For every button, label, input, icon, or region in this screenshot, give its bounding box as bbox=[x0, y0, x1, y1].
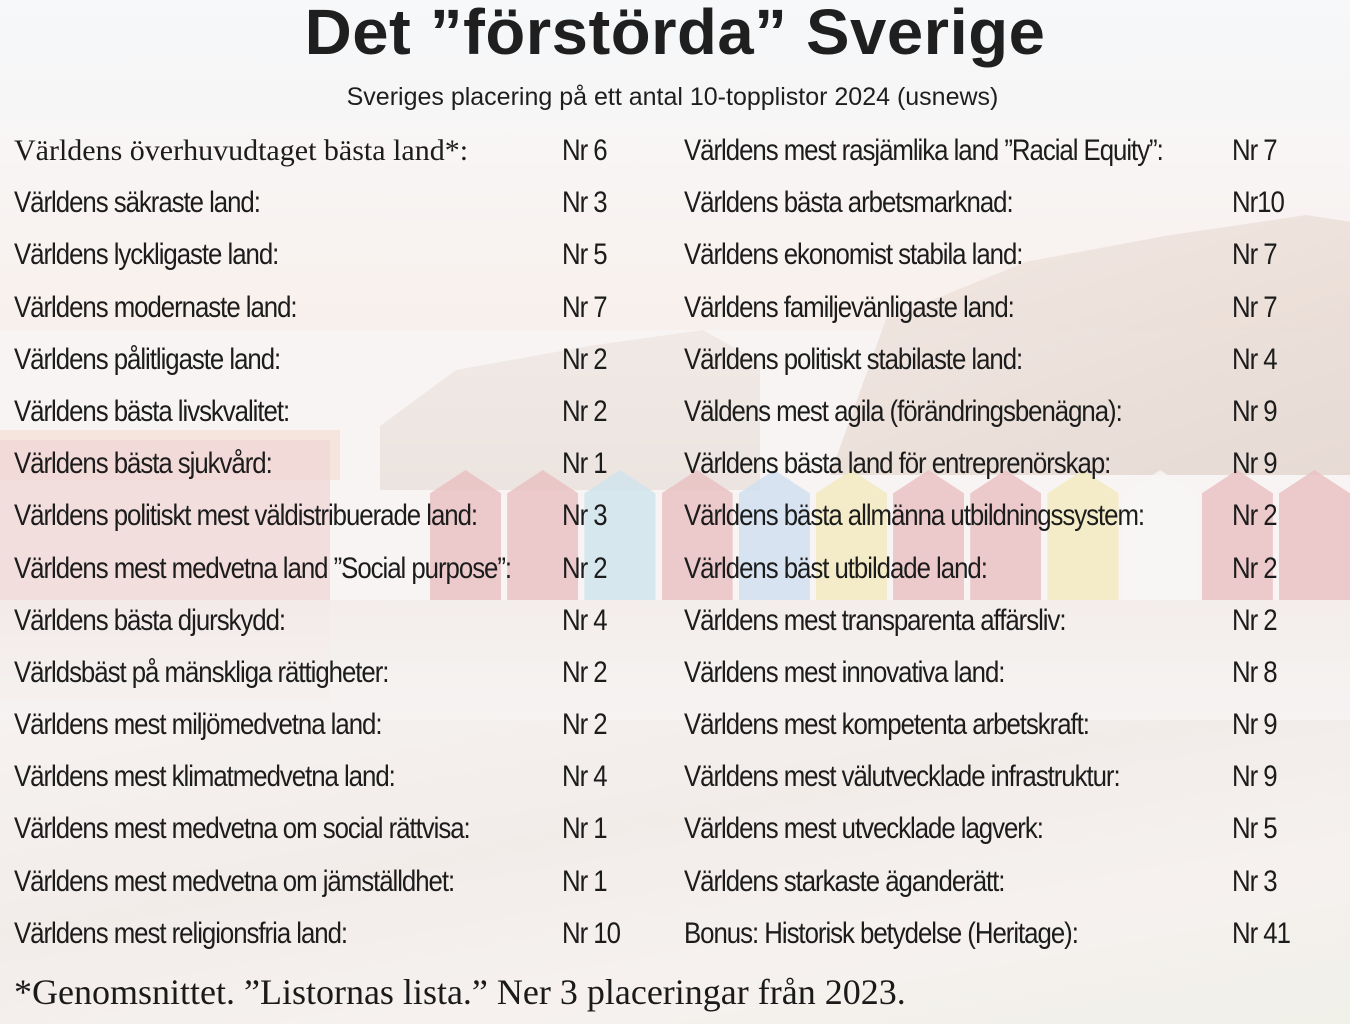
ranking-label: Världens mest religionsfria land: bbox=[14, 916, 348, 950]
ranking-row bbox=[14, 180, 654, 232]
ranking-row bbox=[14, 493, 654, 545]
ranking-value: Nr 1 bbox=[562, 447, 607, 481]
right-ranking-list bbox=[684, 128, 1324, 963]
ranking-row bbox=[14, 128, 654, 180]
page-title: Det ”förstörda” Sverige bbox=[304, 0, 1046, 68]
ranking-label: Världens mest medvetna om jämställdhet: bbox=[14, 864, 455, 898]
ranking-label: Världens överhuvudtaget bästa land*: bbox=[14, 134, 469, 167]
ranking-value: Nr 5 bbox=[1232, 812, 1277, 846]
ranking-label: Världens bästa sjukvård: bbox=[14, 447, 272, 481]
ranking-label: Bonus: Historisk betydelse (Heritage): bbox=[684, 916, 1078, 950]
ranking-row bbox=[684, 650, 1324, 702]
ranking-row bbox=[684, 180, 1324, 232]
ranking-label: Världens politiskt mest väldistribuerade land: bbox=[14, 499, 478, 533]
ranking-row bbox=[14, 598, 654, 650]
ranking-row bbox=[14, 337, 654, 389]
ranking-value: Nr10 bbox=[1232, 186, 1284, 220]
ranking-row bbox=[684, 702, 1324, 754]
ranking-value: Nr 4 bbox=[1232, 342, 1277, 376]
ranking-row bbox=[14, 232, 654, 284]
ranking-row bbox=[684, 598, 1324, 650]
ranking-label: Världens mest rasjämlika land ”Racial Equity”: bbox=[684, 134, 1163, 167]
ranking-label: Väldens mest agila (förändringsbenägna): bbox=[684, 394, 1122, 428]
ranking-label: Världens bästa djurskydd: bbox=[14, 603, 286, 637]
ranking-label: Världens mest klimatmedvetna land: bbox=[14, 760, 395, 794]
ranking-value: Nr 3 bbox=[562, 186, 607, 220]
ranking-label: Världens lyckligaste land: bbox=[14, 238, 279, 272]
ranking-label: Världens mest välutvecklade infrastruktur: bbox=[684, 760, 1120, 794]
ranking-row bbox=[684, 859, 1324, 911]
ranking-row bbox=[14, 650, 654, 702]
ranking-label: Världens mest kompetenta arbetskraft: bbox=[684, 708, 1089, 742]
ranking-value: Nr 9 bbox=[1232, 447, 1277, 481]
ranking-value: Nr 8 bbox=[1232, 655, 1277, 689]
ranking-label: Världens mest utvecklade lagverk: bbox=[684, 812, 1043, 846]
ranking-row bbox=[684, 493, 1324, 545]
ranking-label: Världens säkraste land: bbox=[14, 186, 260, 220]
ranking-value: Nr 10 bbox=[562, 916, 620, 950]
ranking-value: Nr 2 bbox=[562, 342, 607, 376]
ranking-value: Nr 41 bbox=[1232, 916, 1290, 950]
ranking-row bbox=[684, 337, 1324, 389]
ranking-value: Nr 4 bbox=[562, 603, 607, 637]
ranking-label: Världens mest transparenta affärsliv: bbox=[684, 603, 1066, 637]
ranking-value: Nr 5 bbox=[562, 238, 607, 272]
ranking-row bbox=[14, 285, 654, 337]
ranking-label: Världens mest innovativa land: bbox=[684, 655, 1005, 689]
ranking-row bbox=[684, 441, 1324, 493]
ranking-value: Nr 1 bbox=[562, 812, 607, 846]
ranking-value: Nr 2 bbox=[1232, 499, 1277, 533]
ranking-value: Nr 3 bbox=[1232, 864, 1277, 898]
ranking-value: Nr 2 bbox=[562, 655, 607, 689]
ranking-row bbox=[684, 546, 1324, 598]
ranking-row bbox=[14, 754, 654, 806]
ranking-row bbox=[684, 285, 1324, 337]
ranking-value: Nr 7 bbox=[1232, 238, 1277, 272]
ranking-label: Världens familjevänligaste land: bbox=[684, 290, 1014, 324]
ranking-label: Världens bästa arbetsmarknad: bbox=[684, 186, 1013, 220]
ranking-value: Nr 7 bbox=[562, 290, 607, 324]
ranking-value: Nr 3 bbox=[562, 499, 607, 533]
ranking-value: Nr 2 bbox=[1232, 603, 1277, 637]
ranking-row bbox=[684, 911, 1324, 963]
ranking-row bbox=[684, 806, 1324, 858]
ranking-row bbox=[684, 389, 1324, 441]
ranking-value: Nr 6 bbox=[562, 134, 607, 167]
ranking-label: Världens starkaste äganderätt: bbox=[684, 864, 1005, 898]
left-ranking-list bbox=[14, 128, 654, 963]
ranking-label: Världsbäst på mänskliga rättigheter: bbox=[14, 655, 389, 689]
ranking-label: Världens pålitligaste land: bbox=[14, 342, 281, 376]
ranking-row bbox=[14, 389, 654, 441]
ranking-label: Världens bästa livskvalitet: bbox=[14, 394, 290, 428]
ranking-row bbox=[684, 754, 1324, 806]
ranking-value: Nr 2 bbox=[562, 394, 607, 428]
ranking-label: Världens politiskt stabilaste land: bbox=[684, 342, 1023, 376]
ranking-value: Nr 7 bbox=[1232, 134, 1277, 167]
ranking-label: Världens mest miljömedvetna land: bbox=[14, 708, 382, 742]
ranking-row bbox=[14, 546, 654, 598]
ranking-value: Nr 4 bbox=[562, 760, 607, 794]
page-subtitle: Sveriges placering på ett antal 10-topplistor 2024 (usnews) bbox=[346, 83, 999, 111]
ranking-value: Nr 9 bbox=[1232, 708, 1277, 742]
ranking-value: Nr 2 bbox=[562, 551, 607, 585]
ranking-row bbox=[14, 911, 654, 963]
footnote: *Genomsnittet. ”Listornas lista.” Ner 3 placeringar från 2023. bbox=[14, 972, 906, 1012]
ranking-value: Nr 2 bbox=[562, 708, 607, 742]
ranking-row bbox=[684, 232, 1324, 284]
ranking-value: Nr 1 bbox=[562, 864, 607, 898]
ranking-row bbox=[684, 128, 1324, 180]
ranking-value: Nr 9 bbox=[1232, 394, 1277, 428]
ranking-row bbox=[14, 859, 654, 911]
ranking-row bbox=[14, 441, 654, 493]
ranking-label: Världens ekonomist stabila land: bbox=[684, 238, 1023, 272]
ranking-label: Världens modernaste land: bbox=[14, 290, 297, 324]
ranking-label: Världens bästa allmänna utbildningssystem: bbox=[684, 499, 1145, 533]
ranking-value: Nr 9 bbox=[1232, 760, 1277, 794]
ranking-row bbox=[14, 702, 654, 754]
ranking-row bbox=[14, 806, 654, 858]
ranking-value: Nr 2 bbox=[1232, 551, 1277, 585]
ranking-label: Världens mest medvetna land ”Social purpose”: bbox=[14, 551, 512, 585]
ranking-label: Världens bästa land för entreprenörskap: bbox=[684, 447, 1111, 481]
ranking-value: Nr 7 bbox=[1232, 290, 1277, 324]
ranking-label: Världens mest medvetna om social rättvisa: bbox=[14, 812, 470, 846]
ranking-label: Världens bäst utbildade land: bbox=[684, 551, 987, 585]
